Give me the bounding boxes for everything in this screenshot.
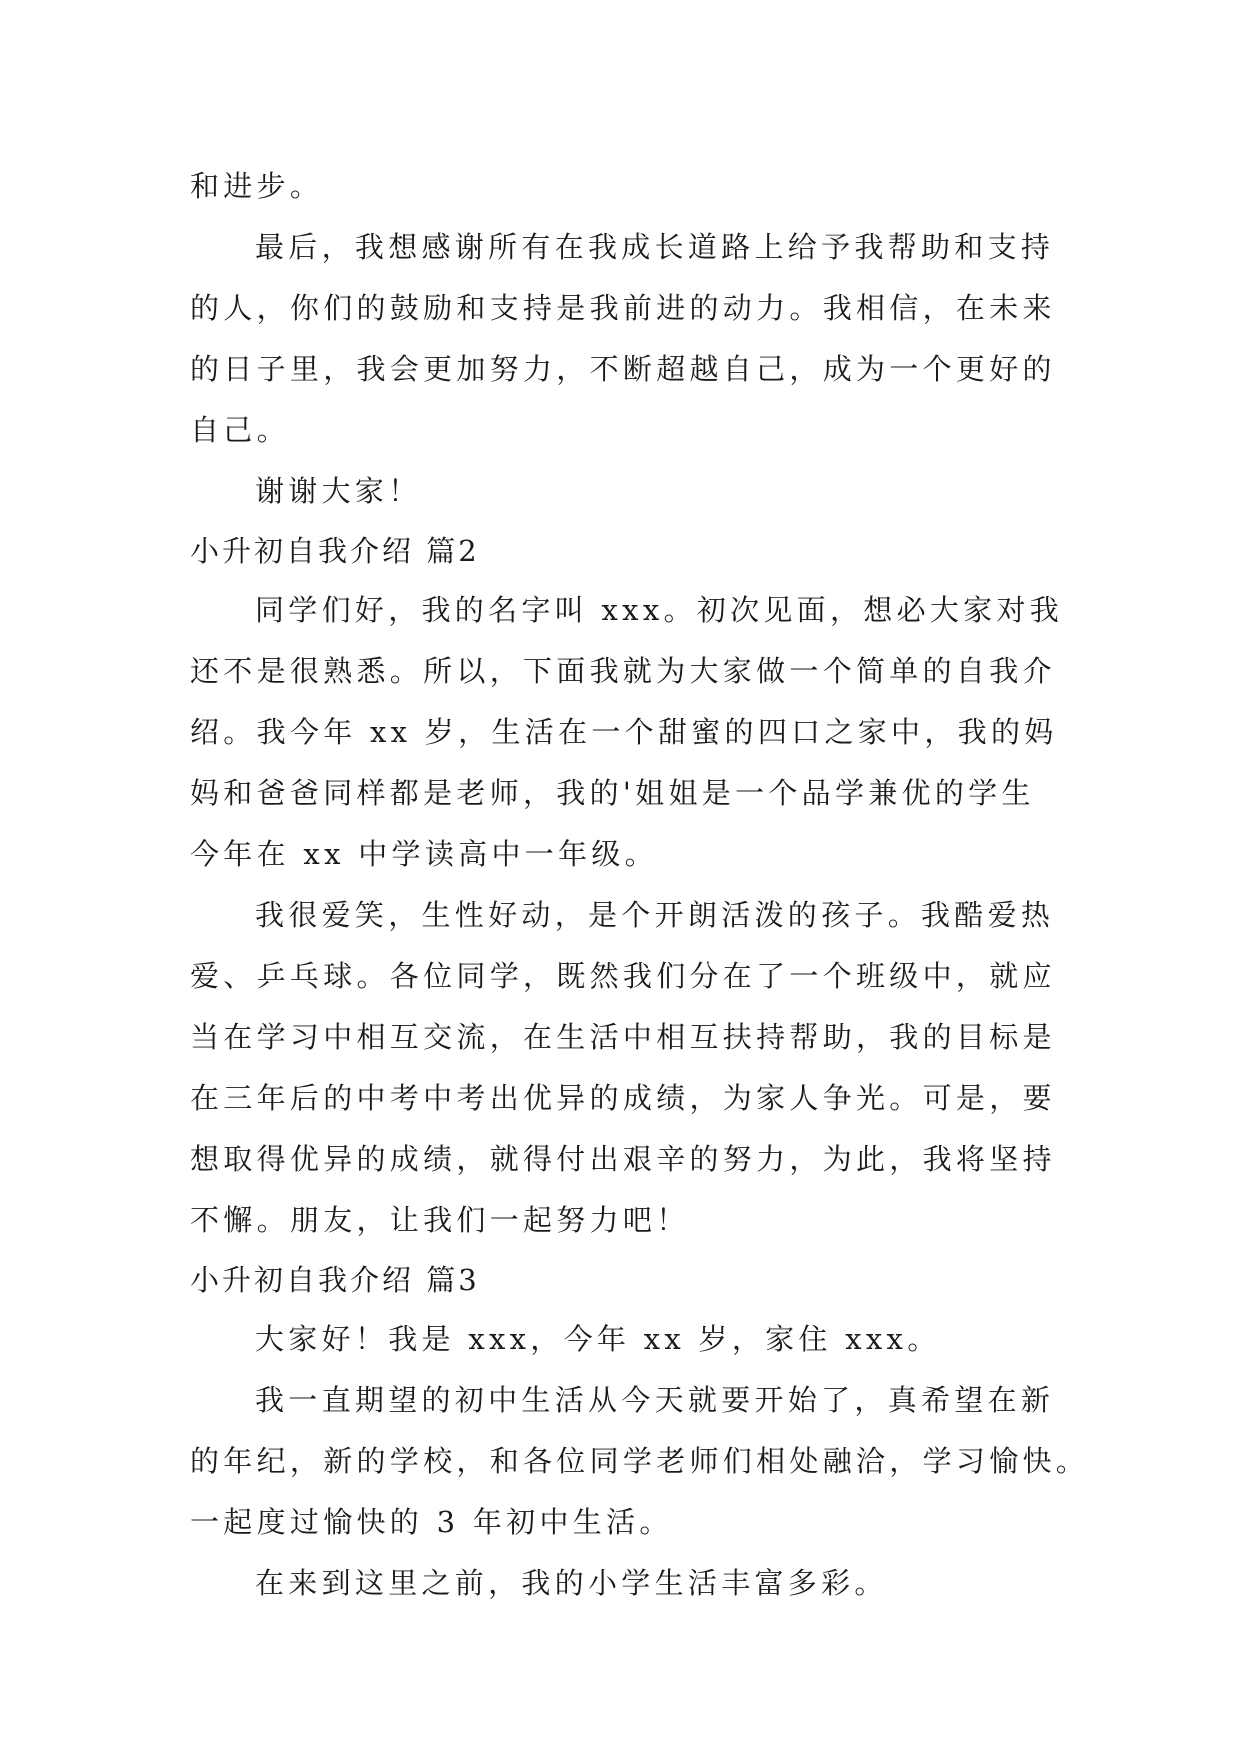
paragraph-line: 今年在 xx 中学读高中一年级。 (190, 837, 658, 871)
paragraph-line: 还不是很熟悉。所以，下面我就为大家做一个简单的自我介 (190, 654, 1056, 688)
paragraph-line: 绍。我今年 xx 岁，生活在一个甜蜜的四口之家中，我的妈 (190, 715, 1058, 749)
paragraph-line: 的年纪，新的学校，和各位同学老师们相处融洽，学习愉快。 (190, 1444, 1090, 1478)
paragraph-line: 在来到这里之前，我的小学生活丰富多彩。 (255, 1566, 888, 1600)
paragraph-line: 最后，我想感谢所有在我成长道路上给予我帮助和支持 (255, 230, 1055, 264)
paragraph-line: 在三年后的中考中考出优异的成绩，为家人争光。可是，要 (190, 1081, 1056, 1115)
paragraph-line: 的日子里，我会更加努力，不断超越自己，成为一个更好的 (190, 352, 1056, 386)
paragraph-line: 大家好！我是 xxx，今年 xx 岁，家住 xxx。 (255, 1322, 941, 1356)
paragraph-line: 我一直期望的初中生活从今天就要开始了，真希望在新 (255, 1383, 1055, 1417)
paragraph-line: 不懈。朋友，让我们一起努力吧！ (190, 1203, 690, 1237)
section-heading: 小升初自我介绍 篇3 (190, 1263, 480, 1297)
paragraph-line: 爱、乒乓球。各位同学，既然我们分在了一个班级中，就应 (190, 959, 1056, 993)
paragraph-line: 想取得优异的成绩，就得付出艰辛的努力，为此，我将坚持 (190, 1142, 1056, 1176)
paragraph-line: 的人，你们的鼓励和支持是我前进的动力。我相信，在未来 (190, 291, 1056, 325)
paragraph-line: 当在学习中相互交流，在生活中相互扶持帮助，我的目标是 (190, 1020, 1056, 1054)
document-body (190, 156, 1090, 1614)
paragraph-line: 一起度过愉快的 3 年初中生活。 (190, 1505, 673, 1539)
paragraph-line: 和进步。 (190, 169, 324, 203)
section-heading: 小升初自我介绍 篇2 (190, 534, 480, 568)
paragraph-line: 我很爱笑，生性好动，是个开朗活泼的孩子。我酷爱热 (255, 898, 1055, 932)
paragraph-line: 自己。 (190, 413, 290, 447)
paragraph-line: 谢谢大家！ (255, 474, 422, 508)
paragraph-line: 妈和爸爸同样都是老师，我的'姐姐是一个品学兼优的学生 (190, 776, 1035, 810)
paragraph-line: 同学们好，我的名字叫 xxx。初次见面，想必大家对我 (255, 593, 1064, 627)
